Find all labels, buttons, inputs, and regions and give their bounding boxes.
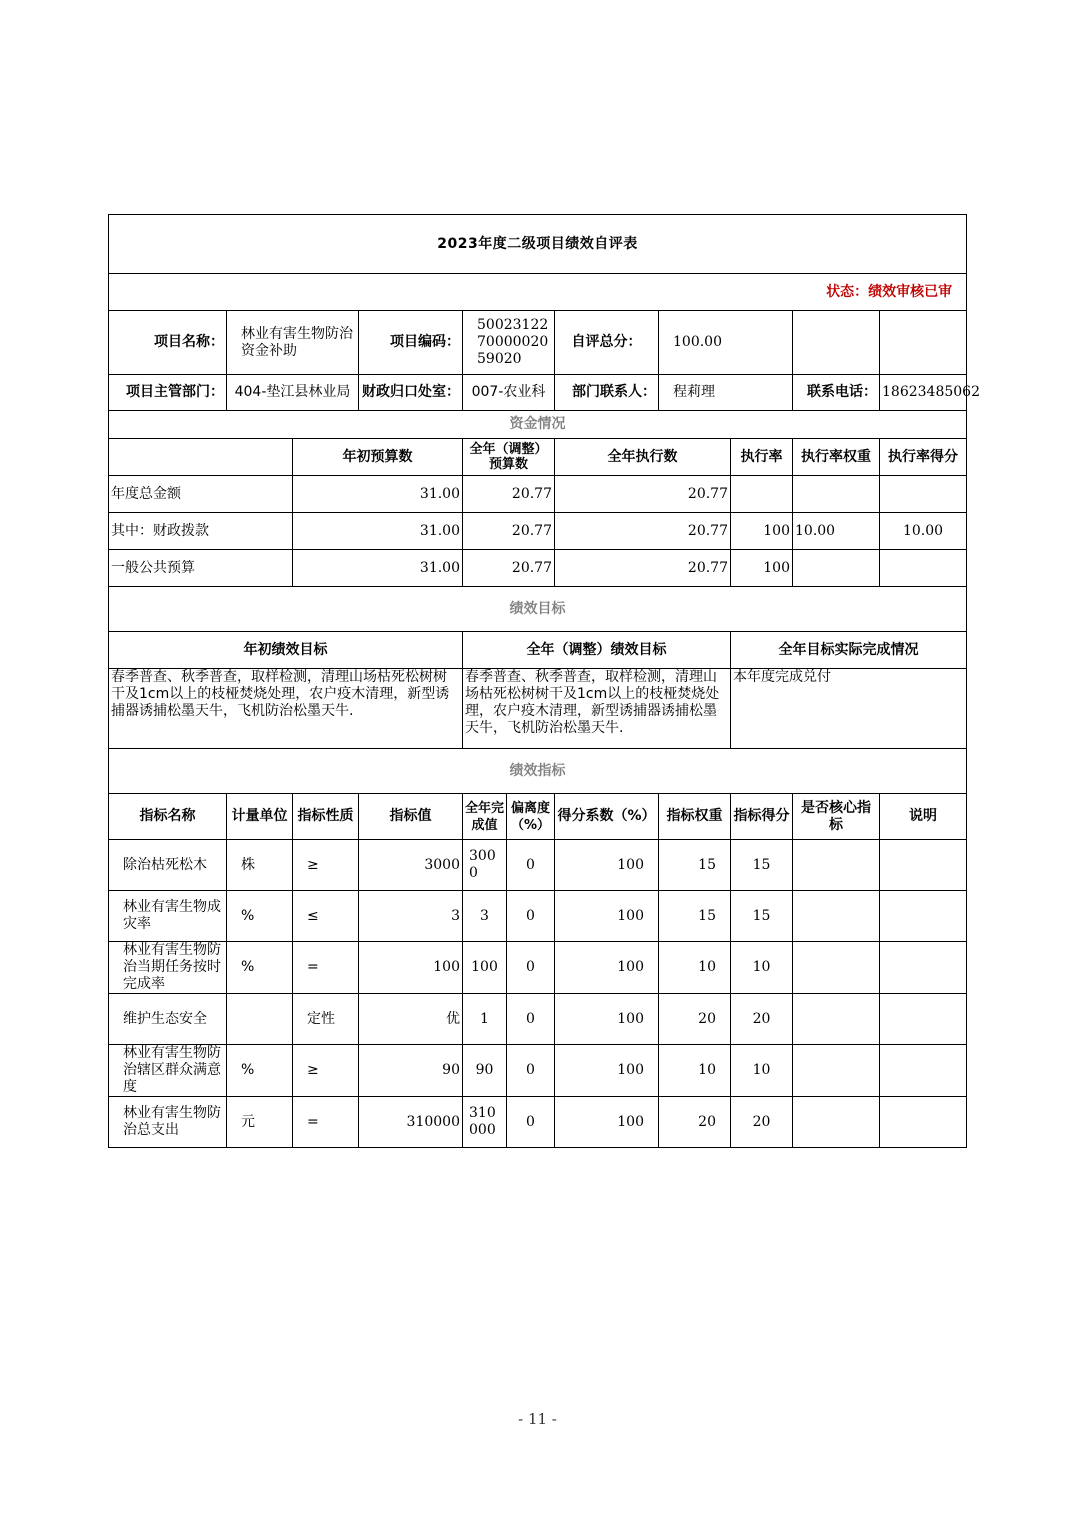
ind-nature: ≥ (293, 840, 359, 891)
ind-dev: 0 (507, 891, 555, 942)
ind-nature: ≥ (293, 1045, 359, 1097)
score-label: 自评总分： (555, 311, 659, 375)
ind-coef: 100 (555, 840, 659, 891)
funds-rate (731, 476, 793, 513)
goals-adjusted-text: 春季普查、秋季普查，取样检测，清理山场枯死松树树干及1cm以上的枝桠焚烧处理，农户疫木清理，新型诱捕器诱捕松墨天牛，飞机防治松墨天牛. (463, 669, 731, 749)
funds-weight (793, 550, 880, 587)
indicator-row (109, 994, 967, 1045)
funds-initial: 31.00 (293, 476, 463, 513)
ind-core (793, 1097, 880, 1148)
ind-dev: 0 (507, 994, 555, 1045)
ind-weight: 15 (659, 840, 731, 891)
ind-header-weight: 指标权重 (659, 794, 731, 840)
funds-executed: 20.77 (555, 550, 731, 587)
funds-rate: 100 (731, 550, 793, 587)
funds-row-label: 年度总金额 (109, 476, 293, 513)
ind-note (880, 994, 967, 1045)
ind-core (793, 891, 880, 942)
funds-score: 10.00 (880, 513, 967, 550)
funds-row (109, 550, 967, 587)
ind-weight: 10 (659, 942, 731, 994)
funds-executed: 20.77 (555, 476, 731, 513)
ind-done: 3000 (463, 840, 507, 891)
funds-initial: 31.00 (293, 513, 463, 550)
funds-header-rate: 执行率 (731, 439, 793, 476)
ind-header-value: 指标值 (359, 794, 463, 840)
ind-done: 90 (463, 1045, 507, 1097)
ind-unit: % (227, 891, 293, 942)
funds-score (880, 550, 967, 587)
goals-header-initial: 年初绩效目标 (109, 632, 463, 669)
funds-weight (793, 476, 880, 513)
finance-office-label: 财政归口处室： (359, 375, 463, 411)
ind-note (880, 1097, 967, 1148)
ind-coef: 100 (555, 942, 659, 994)
ind-nature: ≤ (293, 891, 359, 942)
status-badge: 状态：绩效审核已审 (109, 274, 967, 311)
ind-unit (227, 994, 293, 1045)
ind-weight: 20 (659, 994, 731, 1045)
funds-initial: 31.00 (293, 550, 463, 587)
funds-header-score: 执行率得分 (880, 439, 967, 476)
empty-cell (880, 311, 967, 375)
empty-cell (109, 439, 293, 476)
project-name-label: 项目名称： (109, 311, 227, 375)
ind-name: 维护生态安全 (109, 994, 227, 1045)
ind-done: 3 (463, 891, 507, 942)
phone-label: 联系电话： (793, 375, 880, 411)
ind-score: 15 (731, 891, 793, 942)
phone: 18623485062 (880, 375, 967, 411)
ind-weight: 15 (659, 891, 731, 942)
ind-coef: 100 (555, 1097, 659, 1148)
indicator-row (109, 840, 967, 891)
ind-name: 林业有害生物成灾率 (109, 891, 227, 942)
ind-coef: 100 (555, 994, 659, 1045)
ind-unit: 株 (227, 840, 293, 891)
ind-unit: 元 (227, 1097, 293, 1148)
ind-nature: 定性 (293, 994, 359, 1045)
funds-executed: 20.77 (555, 513, 731, 550)
dept: 404-垫江县林业局 (227, 375, 359, 411)
funds-header-adjusted: 全年（调整）预算数 (463, 439, 555, 476)
contact-label: 部门联系人： (555, 375, 659, 411)
funds-adjusted: 20.77 (463, 476, 555, 513)
ind-name: 林业有害生物防治当期任务按时完成率 (109, 942, 227, 994)
goals-section-title: 绩效目标 (109, 587, 967, 632)
goals-actual-text: 本年度完成兑付 (731, 669, 967, 749)
ind-dev: 0 (507, 840, 555, 891)
funds-section-title: 资金情况 (109, 411, 967, 439)
ind-header-score: 指标得分 (731, 794, 793, 840)
goals-header-adjusted: 全年（调整）绩效目标 (463, 632, 731, 669)
ind-note (880, 840, 967, 891)
ind-coef: 100 (555, 1045, 659, 1097)
ind-note (880, 1045, 967, 1097)
goals-header-actual: 全年目标实际完成情况 (731, 632, 967, 669)
ind-header-dev: 偏离度（%） (507, 794, 555, 840)
indicators-section-title: 绩效指标 (109, 749, 967, 794)
total-score: 100.00 (659, 311, 793, 375)
ind-name: 除治枯死松木 (109, 840, 227, 891)
ind-core (793, 994, 880, 1045)
ind-done: 1 (463, 994, 507, 1045)
ind-header-nature: 指标性质 (293, 794, 359, 840)
ind-done: 100 (463, 942, 507, 994)
ind-core (793, 942, 880, 994)
ind-name: 林业有害生物防治总支出 (109, 1097, 227, 1148)
ind-core (793, 1045, 880, 1097)
ind-coef: 100 (555, 891, 659, 942)
ind-value: 3 (359, 891, 463, 942)
ind-dev: 0 (507, 1045, 555, 1097)
contact: 程莉理 (659, 375, 793, 411)
dept-label: 项目主管部门： (109, 375, 227, 411)
goals-initial-text: 春季普查、秋季普查，取样检测，清理山场枯死松树树干及1cm以上的枝桠焚烧处理，农户疫木清理，新型诱捕器诱捕松墨天牛，飞机防治松墨天牛. (109, 669, 463, 749)
ind-score: 20 (731, 994, 793, 1045)
indicator-row (109, 942, 967, 994)
funds-weight: 10.00 (793, 513, 880, 550)
ind-value: 100 (359, 942, 463, 994)
ind-header-core: 是否核心指标 (793, 794, 880, 840)
page-title: 2023年度二级项目绩效自评表 (109, 215, 967, 274)
funds-adjusted: 20.77 (463, 513, 555, 550)
ind-header-note: 说明 (880, 794, 967, 840)
ind-score: 10 (731, 1045, 793, 1097)
indicator-row (109, 1097, 967, 1148)
ind-header-coef: 得分系数（%） (555, 794, 659, 840)
ind-name: 林业有害生物防治辖区群众满意度 (109, 1045, 227, 1097)
evaluation-table (108, 214, 980, 1148)
indicator-row (109, 1045, 967, 1097)
funds-row-label: 一般公共预算 (109, 550, 293, 587)
ind-value: 优 (359, 994, 463, 1045)
empty-cell (793, 311, 880, 375)
ind-unit: % (227, 1045, 293, 1097)
funds-score (880, 476, 967, 513)
funds-row (109, 513, 967, 550)
ind-value: 310000 (359, 1097, 463, 1148)
evaluation-form (108, 214, 980, 1148)
funds-header-executed: 全年执行数 (555, 439, 731, 476)
funds-header-initial: 年初预算数 (293, 439, 463, 476)
ind-nature: = (293, 942, 359, 994)
funds-rate: 100 (731, 513, 793, 550)
ind-note (880, 942, 967, 994)
ind-score: 10 (731, 942, 793, 994)
page-number: - 11 - (518, 1410, 557, 1428)
ind-header-name: 指标名称 (109, 794, 227, 840)
funds-row (109, 476, 967, 513)
indicator-row (109, 891, 967, 942)
ind-unit: % (227, 942, 293, 994)
ind-done: 310000 (463, 1097, 507, 1148)
project-code: 500231227000002059020 (463, 311, 555, 375)
ind-core (793, 840, 880, 891)
ind-dev: 0 (507, 1097, 555, 1148)
ind-note (880, 891, 967, 942)
funds-row-label: 其中：财政拨款 (109, 513, 293, 550)
ind-dev: 0 (507, 942, 555, 994)
ind-value: 3000 (359, 840, 463, 891)
ind-value: 90 (359, 1045, 463, 1097)
ind-score: 20 (731, 1097, 793, 1148)
project-name: 林业有害生物防治资金补助 (227, 311, 359, 375)
ind-header-unit: 计量单位 (227, 794, 293, 840)
ind-nature: = (293, 1097, 359, 1148)
project-code-label: 项目编码： (359, 311, 463, 375)
ind-score: 15 (731, 840, 793, 891)
ind-weight: 20 (659, 1097, 731, 1148)
ind-weight: 10 (659, 1045, 731, 1097)
ind-header-done: 全年完成值 (463, 794, 507, 840)
funds-header-weight: 执行率权重 (793, 439, 880, 476)
funds-adjusted: 20.77 (463, 550, 555, 587)
finance-office: 007-农业科 (463, 375, 555, 411)
